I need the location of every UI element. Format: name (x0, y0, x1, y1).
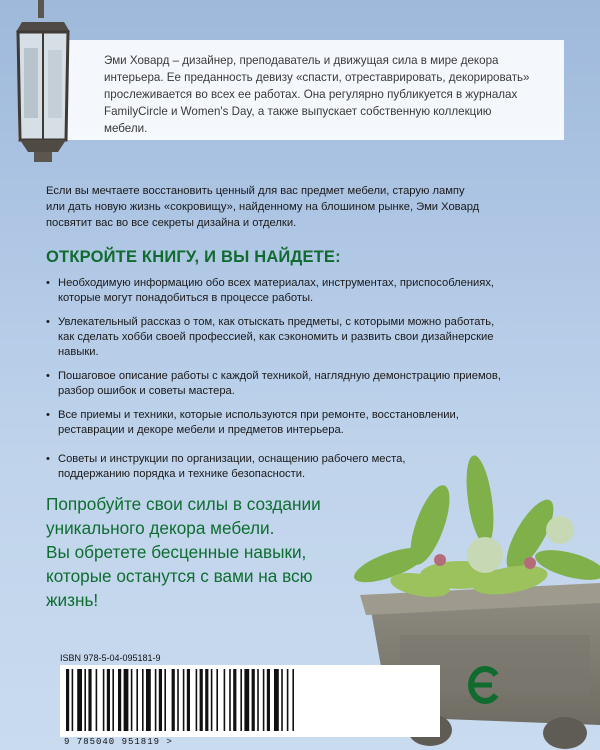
barcode-bar (244, 669, 249, 731)
list-item (46, 408, 546, 438)
barcode-bar (205, 669, 208, 731)
closing-line: уникального декора мебели. (46, 518, 275, 538)
bullet: • (46, 453, 50, 465)
intro-paragraph (46, 183, 566, 231)
isbn-text: ISBN 978-5-04-095181-9 (60, 653, 161, 663)
barcode-bar (96, 669, 98, 731)
barcode-bar (224, 669, 226, 731)
barcode-area (60, 653, 440, 747)
list-item-line: реставрации и декоре мебели и предметов интерьера. (58, 424, 344, 436)
barcode-bar (211, 669, 213, 731)
closing-line: Вы обретете бесценные навыки, (46, 542, 307, 562)
bullet: • (46, 370, 50, 382)
barcode-bar (103, 669, 105, 731)
barcode-bar (136, 669, 138, 731)
barcode-bar (112, 669, 114, 731)
barcode-bar (131, 669, 133, 731)
barcode-bar (164, 669, 166, 731)
list-item-line: как сделать хобби своей профессией, как сэкономить и развить свои дизайнерские (58, 331, 494, 343)
barcode-bar (84, 669, 86, 731)
barcode-digits: 9 785040 951819 > (64, 737, 173, 747)
barcode-bar (77, 669, 82, 731)
list-item (46, 315, 546, 360)
barcode-bar (281, 669, 283, 731)
list-item-line: Увлекательный рассказ о том, как отыскать предметы, с которыми можно работать, (58, 316, 495, 328)
section-heading: ОТКРОЙТЕ КНИГУ, И ВЫ НАЙДЕТЕ: (46, 248, 341, 266)
barcode-bar (287, 669, 289, 731)
barcode-bar (267, 669, 270, 731)
barcode-bar (88, 669, 91, 731)
barcode-bar (292, 669, 294, 731)
closing-statement (46, 492, 376, 612)
author-bio-box (18, 40, 564, 140)
intro-line: Если вы мечтаете восстановить ценный для вас предмет мебели, старую лампу (46, 185, 465, 197)
list-item-line: Все приемы и техники, которые используются при ремонте, восстановлении, (58, 409, 459, 421)
barcode-bar (229, 669, 231, 731)
intro-line: или дать новую жизнь «сокровищу», найденному на блошином рынке, Эми Ховард (46, 201, 480, 213)
bullet: • (46, 316, 50, 328)
barcode-bar (66, 669, 69, 731)
list-item-line: Необходимую информацию обо всех материалах, инструментах, приспособлениях, (58, 277, 495, 289)
barcode-bar (72, 669, 74, 731)
barcode-bar (146, 669, 151, 731)
bullet: • (46, 277, 50, 289)
closing-line: Попробуйте свои силы в создании (46, 494, 321, 514)
barcode-bar (159, 669, 162, 731)
list-item-line: навыки. (58, 346, 99, 358)
list-item (46, 276, 546, 306)
barcode-bar (233, 669, 236, 731)
barcode-bar (257, 669, 259, 731)
author-bio-line: прослеживается во всех ее работах. Она регулярно публикуется в журналах (104, 88, 518, 101)
list-item-line: разбор ошибок и советы мастера. (58, 385, 235, 397)
author-bio-line: Эми Ховард – дизайнер, преподаватель и движущая сила в мире декора (104, 54, 499, 67)
list-item-line: Советы и инструкции по организации, оснащению рабочего места, (58, 453, 406, 465)
author-bio-line: интерьера. Ее преданность девизу «спасти, отреставрировать, декорировать» (104, 71, 530, 84)
barcode-bar (274, 669, 279, 731)
list-item-line: Пошаговое описание работы с каждой техникой, наглядную демонстрацию приемов, (58, 370, 501, 382)
barcode-bar (187, 669, 190, 731)
barcode-bar (172, 669, 175, 731)
intro-line: посвятит вас во все секреты дизайна и отделки. (46, 217, 297, 229)
closing-line: жизнь! (46, 590, 99, 610)
barcode-bar (252, 669, 255, 731)
barcode-bar (183, 669, 185, 731)
list-item (46, 369, 546, 399)
barcode-bar (196, 669, 198, 731)
barcode-bar (177, 669, 179, 731)
barcode-bar (240, 669, 242, 731)
publisher-logo-icon (466, 665, 500, 705)
barcode-bar (124, 669, 129, 731)
barcode-bar (118, 669, 121, 731)
list-item-line: которые могут понадобиться в процессе работы. (58, 292, 314, 304)
bullet: • (46, 409, 50, 421)
barcode-bar (155, 669, 157, 731)
author-bio-line: FamilyCircle и Women's Day, а также выпускает собственную коллекцию мебели. (104, 105, 492, 135)
closing-line: которые останутся с вами на всю (46, 566, 313, 586)
barcode-bar (200, 669, 203, 731)
barcode-bar (263, 669, 265, 731)
lantern-icon (8, 0, 78, 170)
barcode-bar (142, 669, 144, 731)
barcode (60, 665, 440, 737)
barcode-bar (216, 669, 218, 731)
list-item-line: поддержанию порядка и технике безопасности. (58, 468, 306, 480)
barcode-bar (107, 669, 110, 731)
